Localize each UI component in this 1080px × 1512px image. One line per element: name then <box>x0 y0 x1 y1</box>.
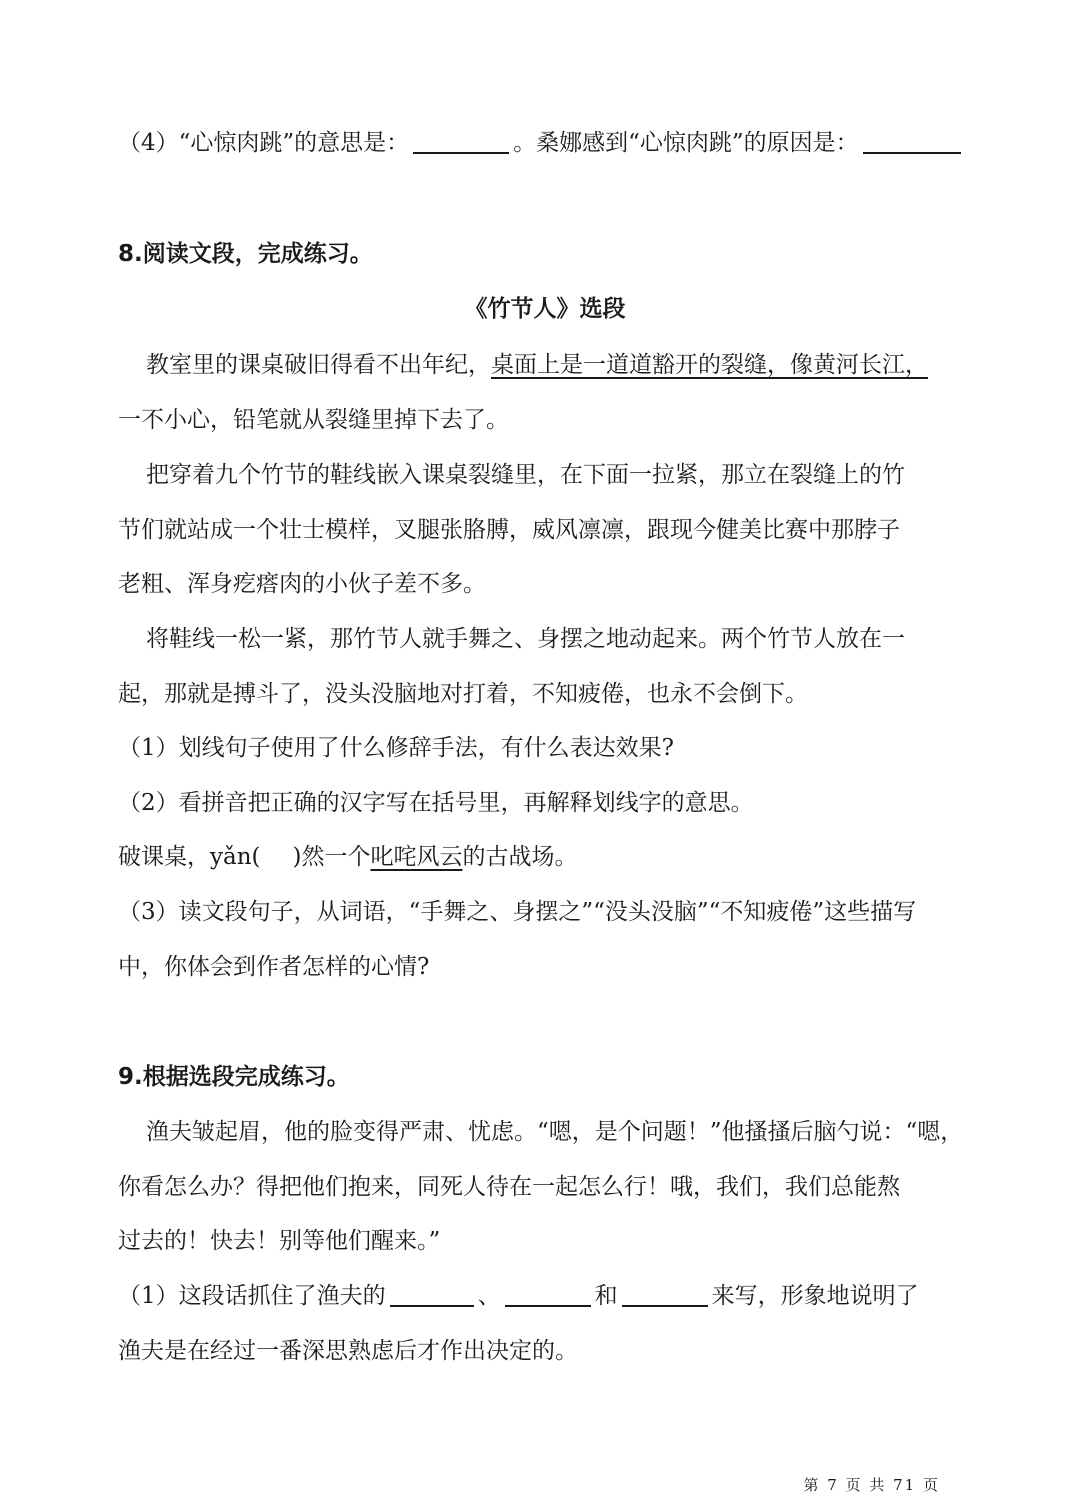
text-span: )然一个 <box>292 844 371 870</box>
q8-paragraph-line: 一不小心，铅笔就从裂缝里掉下去了。 <box>118 407 509 433</box>
q7-item4 <box>118 130 964 158</box>
q8-paragraph-line: 节们就站成一个壮士模样，叉腿张胳膊，威风凛凛，跟现今健美比赛中那脖子 <box>118 517 900 543</box>
text-span: 破课桌，yǎn( <box>118 844 261 870</box>
answer-blank[interactable] <box>413 132 509 154</box>
q8-paragraph-line <box>146 352 964 380</box>
answer-blank[interactable] <box>505 1285 591 1307</box>
q9-paragraph-line: 过去的！快去！别等他们醒来。” <box>118 1228 441 1254</box>
answer-blank[interactable] <box>390 1285 474 1307</box>
q8-question-2-line <box>118 844 964 872</box>
q8-question-2: （2）看拼音把正确的汉字写在括号里，再解释划线字的意思。 <box>118 790 754 816</box>
q9-paragraph-line: 你看怎么办？得把他们抱来，同死人待在一起怎么行！哦，我们，我们总能熬 <box>118 1174 900 1200</box>
text-span: 、 <box>477 1283 501 1309</box>
answer-blank[interactable] <box>863 132 961 154</box>
q8-paragraph-line: 起，那就是搏斗了，没头没脑地对打着，不知疲倦，也永不会倒下。 <box>118 681 808 707</box>
passage-title: 《竹节人》选段 <box>464 296 626 322</box>
underlined-sentence: 桌面上是一道道豁开的裂缝，像黄河长江， <box>491 352 928 378</box>
q9-paragraph-line: 渔夫皱起眉，他的脸变得严肃、忧虑。“嗯，是个问题！”他搔搔后脑勺说：“嗯， <box>146 1119 964 1145</box>
q7-item4-text-a: （4）“心惊肉跳”的意思是： <box>118 130 410 156</box>
q8-paragraph-line: 把穿着九个竹节的鞋线嵌入课桌裂缝里，在下面一拉紧，那立在裂缝上的竹 <box>146 462 905 488</box>
answer-blank[interactable] <box>622 1285 708 1307</box>
underlined-word: 叱咤风云 <box>370 844 463 870</box>
q9-heading: 9.根据选段完成练习。 <box>118 1064 350 1090</box>
q9-question-1-line2: 渔夫是在经过一番深思熟虑后才作出决定的。 <box>118 1338 578 1364</box>
q7-item4-text-b: 。桑娜感到“心惊肉跳”的原因是： <box>513 130 859 156</box>
page-number: 第 7 页 共 71 页 <box>803 1476 940 1494</box>
text-span: （1）这段话抓住了渔夫的 <box>118 1283 386 1309</box>
text-span: 教室里的课桌破旧得看不出年纪， <box>146 352 491 378</box>
q8-paragraph-line: 老粗、浑身疙瘩肉的小伙子差不多。 <box>118 571 486 597</box>
q8-question-3: 中，你体会到作者怎样的心情? <box>118 954 430 980</box>
q8-heading: 8.阅读文段，完成练习。 <box>118 241 373 267</box>
text-span: 的古战场。 <box>462 844 578 870</box>
q8-question-3: （3）读文段句子，从词语，“手舞之、身摆之”“没头没脑”“不知疲倦”这些描写 <box>118 899 917 925</box>
q8-question-1: （1）划线句子使用了什么修辞手法，有什么表达效果? <box>118 735 674 761</box>
text-span: 来写，形象地说明了 <box>711 1283 919 1309</box>
q9-question-1 <box>118 1283 964 1311</box>
q8-paragraph-line: 将鞋线一松一紧，那竹节人就手舞之、身摆之地动起来。两个竹节人放在一 <box>146 626 905 652</box>
text-span: 和 <box>594 1283 618 1309</box>
